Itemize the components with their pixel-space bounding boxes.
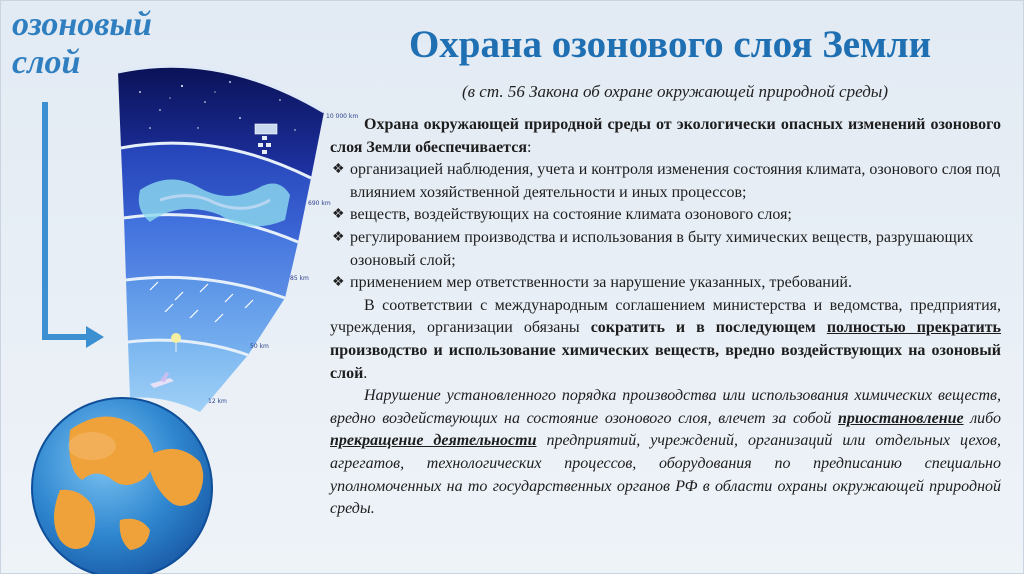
atmosphere-layers bbox=[118, 66, 324, 412]
list-item-text: организацией наблюдения, учета и контроля изменения состояния климата, озонового слоя под влиянием хозяйственной деятельности и иных процессов; bbox=[350, 161, 1001, 201]
list-item bbox=[330, 159, 1001, 204]
pointer-arrow-icon bbox=[42, 102, 104, 348]
intro-paragraph bbox=[330, 114, 1001, 159]
diamond-bullet-icon: ❖ bbox=[332, 162, 345, 178]
altitude-label: 85 km bbox=[290, 275, 309, 282]
diamond-bullet-icon: ❖ bbox=[332, 207, 345, 223]
altitude-label: 10 000 km bbox=[326, 113, 359, 120]
para2-text: В соответствии с международным соглашением министерства и ведомства, предприятия, учреждения, организации обязаны bbox=[330, 296, 1001, 337]
para3-text3: предприятий, учреждений, организаций или отдельных цехов, агрегатов, технологических процессов, оборудования по предписанию специально уполномоченных на то государственных органов РФ в области охраны окружающей природной среды. bbox=[330, 432, 1001, 518]
altitude-label: 12 km bbox=[208, 398, 227, 405]
atmosphere-illustration bbox=[0, 0, 359, 574]
diamond-bullet-icon: ❖ bbox=[332, 229, 345, 245]
article-body bbox=[330, 114, 1001, 521]
source-note: (в ст. 56 Закона об охране окружающей природной среды) bbox=[462, 82, 888, 101]
para3-text2: либо bbox=[963, 409, 1002, 427]
para2-bold: сократить и в последующем bbox=[590, 319, 827, 337]
altitude-label: 50 km bbox=[250, 343, 269, 350]
violation-paragraph bbox=[330, 385, 1001, 521]
list-item bbox=[330, 272, 1001, 295]
measures-list bbox=[330, 159, 1001, 295]
para3-suspension: приостановление bbox=[838, 409, 964, 427]
side-title: озоновый слой bbox=[12, 6, 152, 81]
intro-bold: Охрана окружающей природной среды от экологически опасных изменений озонового слоя Земли обеспечивается bbox=[330, 116, 1001, 156]
list-item-text: веществ, воздействующих на состояние климата озонового слоя; bbox=[350, 206, 792, 224]
earth-globe-icon bbox=[32, 398, 212, 574]
intro-tail: : bbox=[526, 138, 532, 156]
list-item bbox=[330, 204, 1001, 227]
para3-termination: прекращение деятельности bbox=[330, 432, 537, 450]
altitude-label: 690 km bbox=[308, 200, 331, 207]
para2-bold-tail: производство и использование химических веществ, вредно воздействующих на озоновый слой bbox=[330, 341, 1001, 382]
list-item-text: применением мер ответственности за нарушение указанных, требований. bbox=[350, 274, 852, 292]
para2-bold-underlined: полностью прекратить bbox=[826, 319, 1002, 337]
para3-text: Нарушение установленного порядка производства или использования химических веществ, вредно воздействующих на состояние озонового слоя, влечет за собой bbox=[330, 387, 1001, 427]
list-item-text: регулированием производства и использования в быту химических веществ, разрушающих озоновый слой; bbox=[350, 228, 974, 269]
obligation-paragraph bbox=[330, 295, 1001, 385]
list-item bbox=[330, 227, 1001, 272]
page-title: Охрана озонового слоя Земли bbox=[408, 23, 932, 66]
diamond-bullet-icon: ❖ bbox=[332, 275, 345, 291]
para2-end: . bbox=[363, 364, 368, 382]
